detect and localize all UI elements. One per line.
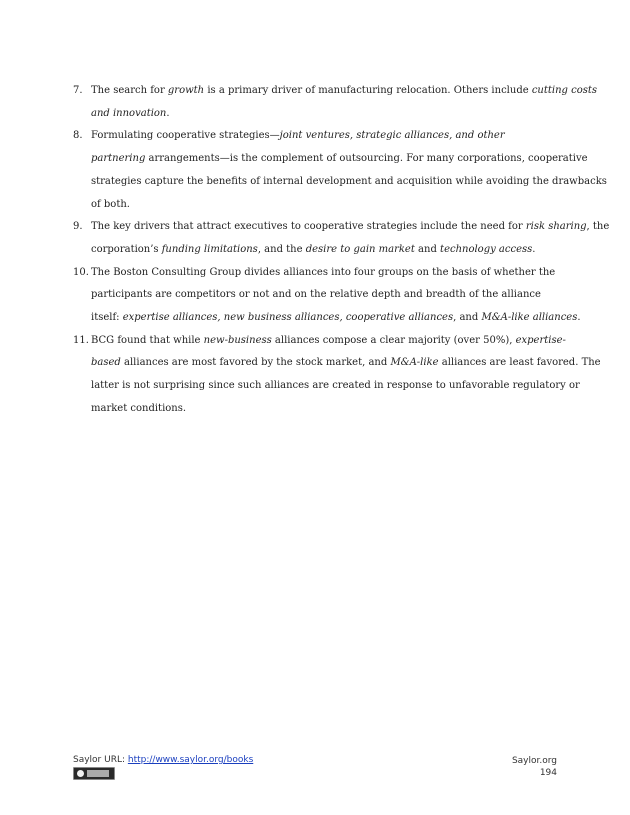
page-number: 194	[539, 768, 557, 778]
footer-url-link[interactable]: http://www.saylor.org/books	[127, 755, 254, 765]
text-line: of both.	[91, 198, 130, 210]
italic-term: expertise-	[515, 334, 566, 346]
text-line: BCG found that while new-business alliances compose a clear majority (over 50%), expertise-	[91, 334, 566, 346]
text-line: itself: expertise alliances, new business alliances, cooperative alliances, and M&A-like alliances.	[91, 312, 581, 324]
text-line: The Boston Consulting Group divides alliances into four groups on the basis of whether the	[91, 266, 556, 278]
italic-term: technology access	[440, 243, 533, 255]
footer-source	[73, 755, 253, 765]
italic-term: cutting costs	[531, 85, 598, 96]
text-line: latter is not surprising since such alliances are created in response to unfavorable regulatory or	[91, 380, 580, 392]
list-item	[73, 262, 581, 330]
text-line: market conditions.	[91, 402, 187, 414]
text-line: participants are competitors or not and on the relative depth and breadth of the alliance	[91, 289, 541, 301]
italic-term: and innovation	[91, 107, 167, 119]
cc-circle-icon	[76, 769, 85, 778]
italic-term: partnering	[91, 153, 146, 165]
italic-term: M&A-like	[390, 357, 439, 369]
creative-commons-license-icon	[73, 767, 115, 780]
text-line: The key drivers that attract executives to cooperative strategies include the need for risk sharing, the	[91, 221, 610, 233]
italic-term: funding limitations	[161, 243, 258, 255]
list-item-number: 8.	[73, 130, 83, 142]
italic-term: risk sharing	[525, 221, 587, 233]
italic-term: new-business	[203, 334, 272, 346]
italic-term: expertise alliances, new business alliances, cooperative alliances	[122, 312, 454, 324]
list-item-number: 10.	[73, 266, 89, 278]
list-item	[73, 80, 598, 125]
list-item-number: 9.	[73, 221, 83, 233]
list-item-number: 11.	[73, 334, 89, 346]
text-line: Formulating cooperative strategies—joint ventures, strategic alliances, and other	[91, 130, 505, 142]
text-line: based alliances are most favored by the stock market, and M&A-like alliances are least favored. The	[91, 357, 601, 369]
list-item	[73, 330, 601, 421]
numbered-list	[73, 80, 610, 421]
text-line: and innovation.	[91, 107, 170, 119]
footer-url-label: Saylor URL:	[73, 755, 128, 765]
italic-term: growth	[167, 85, 205, 96]
italic-term: desire to gain market	[305, 243, 415, 255]
license-terms-icon	[87, 770, 109, 777]
list-item	[73, 216, 610, 261]
footer-site-name: Saylor.org	[511, 756, 557, 766]
text-line: The search for growth is a primary driver of manufacturing relocation. Others include cutting costs	[91, 85, 598, 96]
list-item-number: 7.	[73, 85, 83, 96]
text-line: partnering arrangements—is the complement of outsourcing. For many corporations, cooperative	[91, 153, 588, 165]
list-item	[73, 125, 607, 216]
italic-term: based	[91, 357, 121, 369]
text-line: corporation’s funding limitations, and the desire to gain market and technology access.	[91, 243, 536, 255]
italic-term: M&A-like alliances	[481, 312, 578, 324]
text-line: strategies capture the benefits of internal development and acquisition while avoiding the drawbacks	[91, 175, 607, 187]
footer-site-info	[512, 755, 557, 779]
italic-term: joint ventures, strategic alliances, and other	[279, 130, 505, 142]
